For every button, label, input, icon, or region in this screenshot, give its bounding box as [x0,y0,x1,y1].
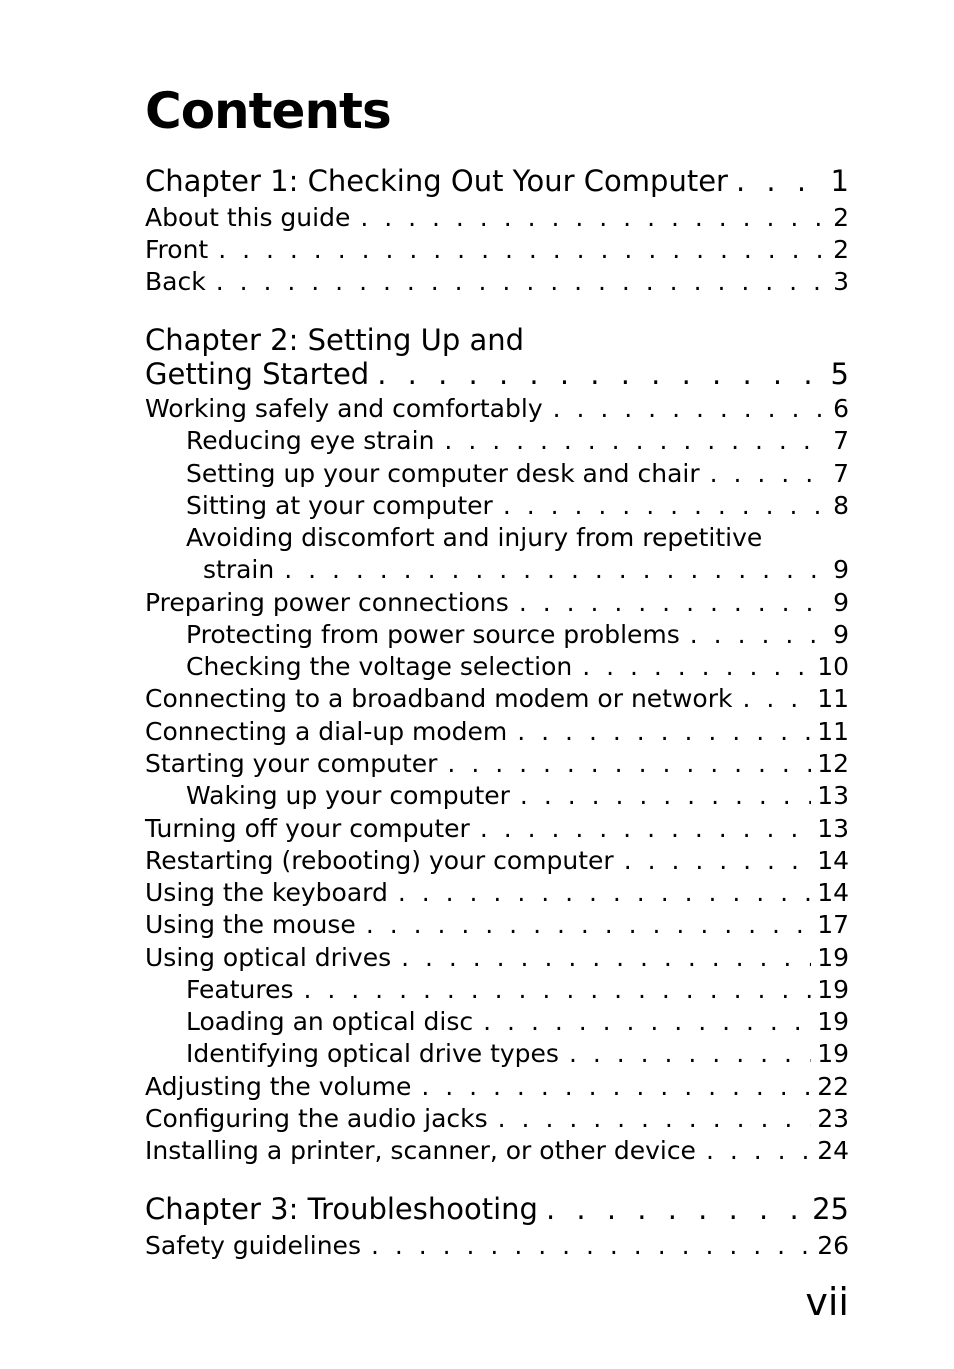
entry-label: About this guide [145,203,351,232]
dot-leader [690,620,827,649]
entry-page: 11 [817,684,849,713]
toc-entry[interactable] [145,588,849,617]
toc-entry[interactable] [145,235,849,264]
chapter-page: 1 [830,164,849,198]
dot-leader [569,1039,811,1068]
entry-page: 7 [833,459,849,488]
entry-page: 23 [817,1104,849,1133]
dot-leader [401,943,811,972]
toc-entry[interactable] [145,846,849,875]
dot-leader [284,555,827,584]
entry-label: Preparing power connections [145,588,509,617]
toc-entry[interactable] [145,267,849,296]
entry-page: 22 [817,1072,849,1101]
entry-page: 17 [817,910,849,939]
dot-leader [736,164,825,198]
entry-page: 19 [817,975,849,1004]
entry-page: 9 [833,555,849,584]
dot-leader [421,1072,811,1101]
entry-label: Turning off your computer [145,814,470,843]
toc-chapter-3[interactable] [145,1192,849,1226]
entry-label: Loading an optical disc [186,1007,474,1036]
dot-leader [624,846,812,875]
page-title: Contents [145,82,391,140]
toc-entry[interactable] [145,394,849,423]
dot-leader [498,1104,812,1133]
dot-leader [304,975,812,1004]
chapter-title: Chapter 1: Checking Out Your Computer [145,164,728,198]
entry-page: 11 [817,717,849,746]
dot-leader [710,459,827,488]
entry-label: Features [186,975,294,1004]
entry-page: 24 [817,1136,849,1165]
dot-leader [520,781,811,810]
entry-page: 14 [817,878,849,907]
toc-entry[interactable] [186,781,849,810]
chapter-page: 25 [812,1192,849,1226]
entry-label: Configuring the audio jacks [145,1104,488,1133]
dot-leader [377,357,824,391]
entry-label: Using the keyboard [145,878,388,907]
dot-leader [480,814,811,843]
dot-leader [218,235,827,264]
entry-page: 2 [833,203,849,232]
toc-entry[interactable] [186,426,849,455]
entry-page: 7 [833,426,849,455]
toc-entry[interactable] [145,1104,849,1133]
entry-label: Using optical drives [145,943,392,972]
toc-entry[interactable] [145,878,849,907]
dot-leader [447,749,811,778]
entry-label: Setting up your computer desk and chair [186,459,700,488]
dot-leader [706,1136,811,1165]
toc-entry[interactable] [145,814,849,843]
entry-label: strain [203,555,275,584]
toc-entry[interactable] [145,943,849,972]
dot-leader [444,426,827,455]
toc-chapter-2[interactable] [145,323,849,391]
entry-page: 6 [833,394,849,423]
toc-entry[interactable] [186,1039,849,1068]
toc-entry[interactable] [186,652,849,681]
dot-leader [366,910,811,939]
dot-leader [371,1231,811,1260]
toc-chapter-1[interactable] [145,164,849,198]
toc-entry[interactable] [186,620,849,649]
entry-label: Checking the voltage selection [186,652,573,681]
page-number: vii [805,1280,849,1324]
entry-label: Connecting a dial-up modem [145,717,508,746]
entry-label: Working safely and comfortably [145,394,543,423]
entry-page: 9 [833,620,849,649]
toc-entry[interactable] [186,459,849,488]
entry-page: 2 [833,235,849,264]
dot-leader [483,1007,811,1036]
toc-entry[interactable] [145,203,849,232]
entry-label: Reducing eye strain [186,426,435,455]
entry-page: 19 [817,1007,849,1036]
entry-page: 3 [833,267,849,296]
entry-page: 13 [817,781,849,810]
entry-page: 12 [817,749,849,778]
entry-label: Waking up your computer [186,781,510,810]
entry-label: Identifying optical drive types [186,1039,559,1068]
entry-label: Back [145,267,206,296]
entry-page: 10 [817,652,849,681]
entry-page: 8 [833,491,849,520]
toc-entry[interactable] [145,749,849,778]
entry-label: Installing a printer, scanner, or other device [145,1136,696,1165]
entry-page: 9 [833,588,849,617]
dot-leader [546,1192,806,1226]
dot-leader [360,203,827,232]
entry-label: Restarting (rebooting) your computer [145,846,614,875]
dot-leader [519,588,827,617]
entry-page: 19 [817,943,849,972]
dot-leader [398,878,811,907]
entry-label: Protecting from power source problems [186,620,680,649]
chapter-title: Chapter 2: Setting Up and [145,323,525,357]
dot-leader [503,491,827,520]
entry-page: 13 [817,814,849,843]
entry-label: Sitting at your computer [186,491,493,520]
dot-leader [517,717,811,746]
toc-entry[interactable] [145,1231,849,1260]
dot-leader [216,267,827,296]
toc-entry[interactable] [145,910,849,939]
entry-label: Connecting to a broadband modem or network [145,684,733,713]
toc-entry[interactable] [145,684,849,713]
chapter-title: Chapter 3: Troubleshooting [145,1192,538,1226]
entry-page: 26 [817,1231,849,1260]
chapter-page: 5 [830,357,849,391]
entry-label: Using the mouse [145,910,356,939]
entry-label: Front [145,235,209,264]
entry-page: 19 [817,1039,849,1068]
dot-leader [742,684,811,713]
entry-page: 14 [817,846,849,875]
toc-entry[interactable] [186,491,849,520]
dot-leader [582,652,811,681]
toc-entry[interactable] [186,1007,849,1036]
toc-entry[interactable] [145,1136,849,1165]
toc-entry[interactable] [145,1072,849,1101]
toc-entry-wrapped-line[interactable]: Avoiding discomfort and injury from repetitive [186,523,763,552]
chapter-title-continued: Getting Started [145,357,370,391]
entry-label: Safety guidelines [145,1231,361,1260]
dot-leader [553,394,827,423]
entry-label: Starting your computer [145,749,438,778]
toc-entry[interactable] [203,555,849,584]
toc-entry[interactable] [145,717,849,746]
entry-label: Adjusting the volume [145,1072,412,1101]
toc-entry[interactable] [186,975,849,1004]
